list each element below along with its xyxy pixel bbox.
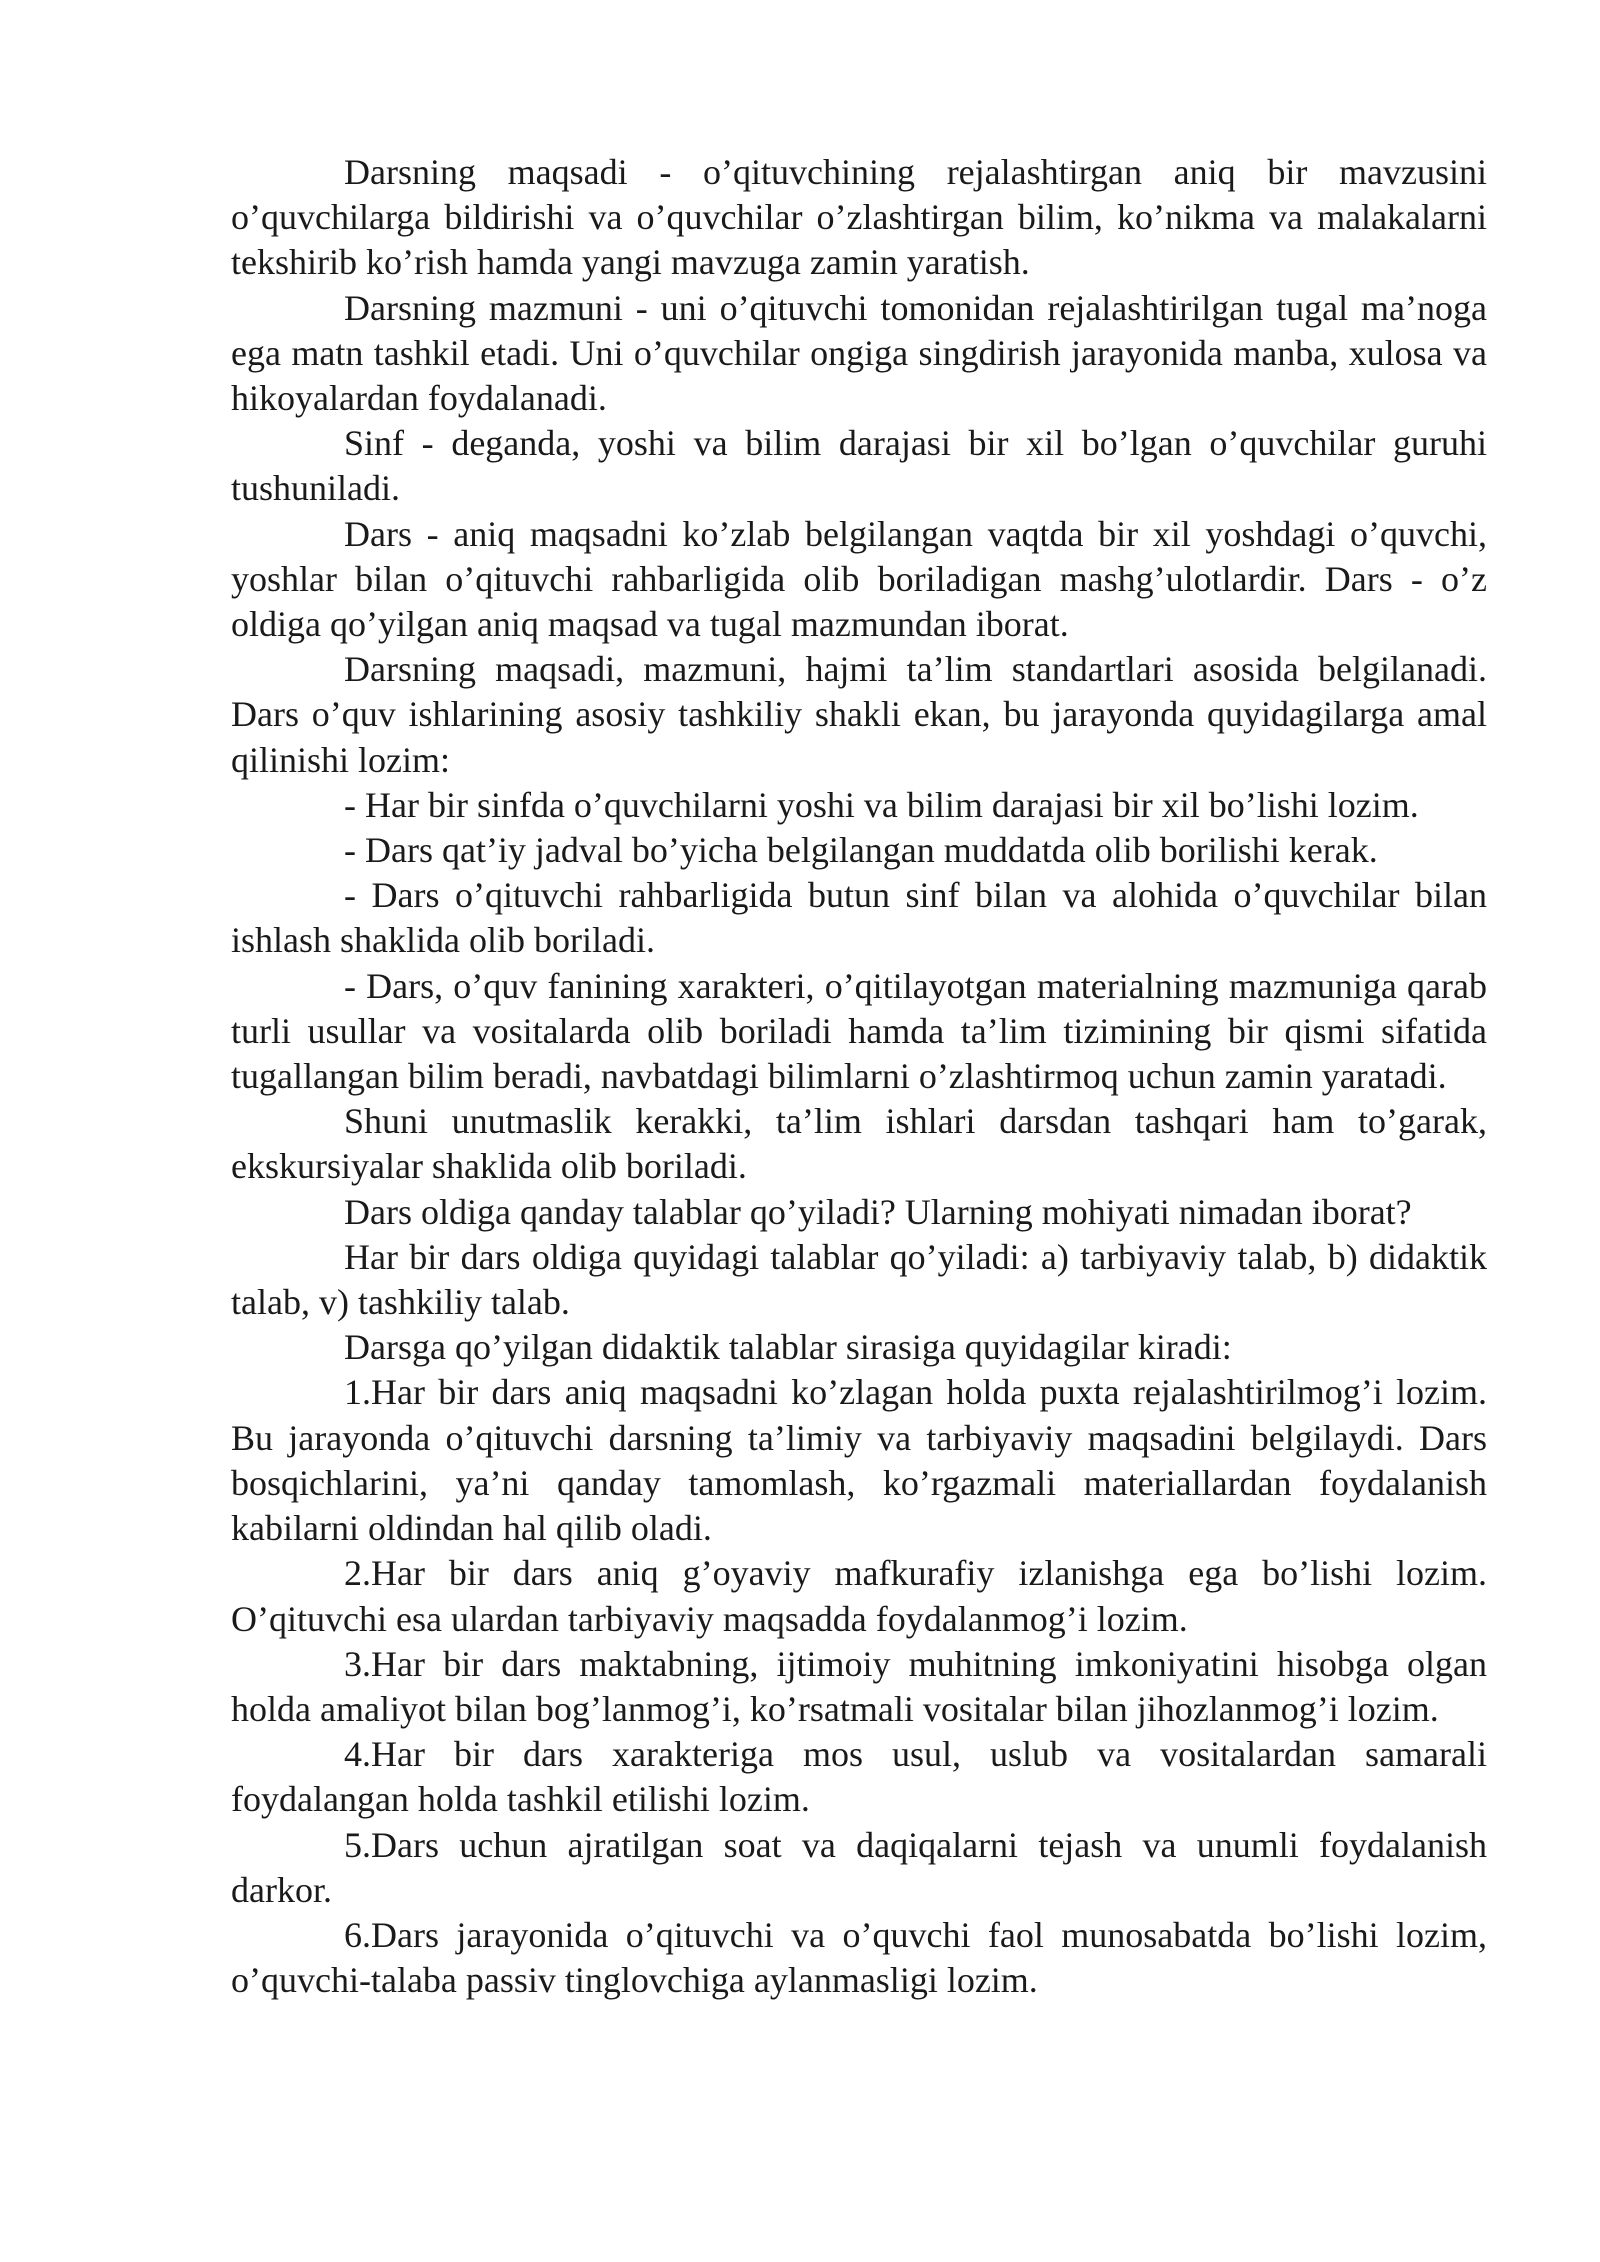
paragraph: Darsga qo’yilgan didaktik talablar sirasiga quyidagilar kiradi:: [344, 1327, 1232, 1368]
document-page: [231, 150, 1487, 2003]
numbered-item: 1.Har bir dars aniq maqsadni ko’zlagan holda puxta rejalashtirilmog’i lozim. Bu jarayonda o’qituvchi darsning ta’limiy va tarbiyaviy maqsadini belgilaydi. Dars bosqichlarini, ya’ni qanday tamomlash, ko’rgazmali materiallardan foydalanish kabilarni oldindan hal qilib oladi.: [231, 1372, 1487, 1549]
list-item: - Dars qat’iy jadval bo’yicha belgilangan muddatda olib borilishi kerak.: [344, 830, 1378, 871]
paragraph: Har bir dars oldiga quyidagi talablar qo’yiladi: a) tarbiyaviy talab, b) didaktik talab, v) tashkiliy talab.: [231, 1236, 1487, 1323]
paragraph: Darsning maqsadi - o’qituvchining rejalashtirgan aniq bir mavzusini o’quvchilarga bildirishi va o’quvchilar o’zlashtirgan bilim, ko’nikma va malakalarni tekshirib ko’rish hamda yangi mavzuga zamin yaratish.: [231, 152, 1487, 283]
numbered-item: 2.Har bir dars aniq g’oyaviy mafkurafiy izlanishga ega bo’lishi lozim. O’qituvchi esa ulardan tarbiyaviy maqsadda foydalanmog’i lozim.: [231, 1553, 1487, 1639]
paragraph: Shuni unutmaslik kerakki, ta’lim ishlari darsdan tashqari ham to’garak, ekskursiyalar shaklida olib boriladi.: [231, 1101, 1487, 1187]
list-item: - Dars, o’quv fanining xarakteri, o’qitilayotgan materialning mazmuniga qarab turli usullar va vositalarda olib boriladi hamda ta’lim tizimining bir qismi sifatida tugallangan bilim beradi, navbatdagi bilimlarni o’zlashtirmoq uchun zamin yaratadi.: [231, 965, 1487, 1097]
numbered-item: 6.Dars jarayonida o’qituvchi va o’quvchi faol munosabatda bo’lishi lozim, o’quvchi-talaba passiv tinglovchiga aylanmasligi lozim.: [231, 1914, 1487, 2001]
paragraph: Sinf - deganda, yoshi va bilim darajasi bir xil bo’lgan o’quvchilar guruhi tushuniladi.: [231, 423, 1487, 509]
numbered-item: 5.Dars uchun ajratilgan soat va daqiqalarni tejash va unumli foydalanish darkor.: [231, 1824, 1487, 1910]
paragraph: Darsning maqsadi, mazmuni, hajmi ta’lim standartlari asosida belgilanadi. Dars o’quv ishlarining asosiy tashkiliy shakli ekan, bu jarayonda quyidagilarga amal qilinishi lozim:: [231, 649, 1487, 780]
paragraph: Darsning mazmuni - uni o’qituvchi tomonidan rejalashtirilgan tugal ma’noga ega matn tashkil etadi. Uni o’quvchilar ongiga singdirish jarayonida manba, xulosa va hikoyalardan foydalanadi.: [231, 287, 1487, 419]
list-item: - Har bir sinfda o’quvchilarni yoshi va bilim darajasi bir xil bo’lishi lozim.: [344, 784, 1419, 825]
list-item: - Dars o’qituvchi rahbarligida butun sinf bilan va alohida o’quvchilar bilan ishlash shaklida olib boriladi.: [231, 875, 1487, 961]
paragraph: Dars oldiga qanday talablar qo’yiladi? Ularning mohiyati nimadan iborat?: [344, 1191, 1412, 1232]
paragraph: Dars - aniq maqsadni ko’zlab belgilangan vaqtda bir xil yoshdagi o’quvchi, yoshlar bilan o’qituvchi rahbarligida olib boriladigan mashg’ulotlardir. Dars - o’z oldiga qo’yilgan aniq maqsad va tugal mazmundan iborat.: [231, 513, 1487, 645]
numbered-item: 3.Har bir dars maktabning, ijtimoiy muhitning imkoniyatini hisobga olgan holda amaliyot bilan bog’lanmog’i, ko’rsatmali vositalar bilan jihozlanmog’i lozim.: [231, 1643, 1487, 1729]
numbered-item: 4.Har bir dars xarakteriga mos usul, uslub va vositalardan samarali foydalangan holda tashkil etilishi lozim.: [231, 1734, 1487, 1820]
